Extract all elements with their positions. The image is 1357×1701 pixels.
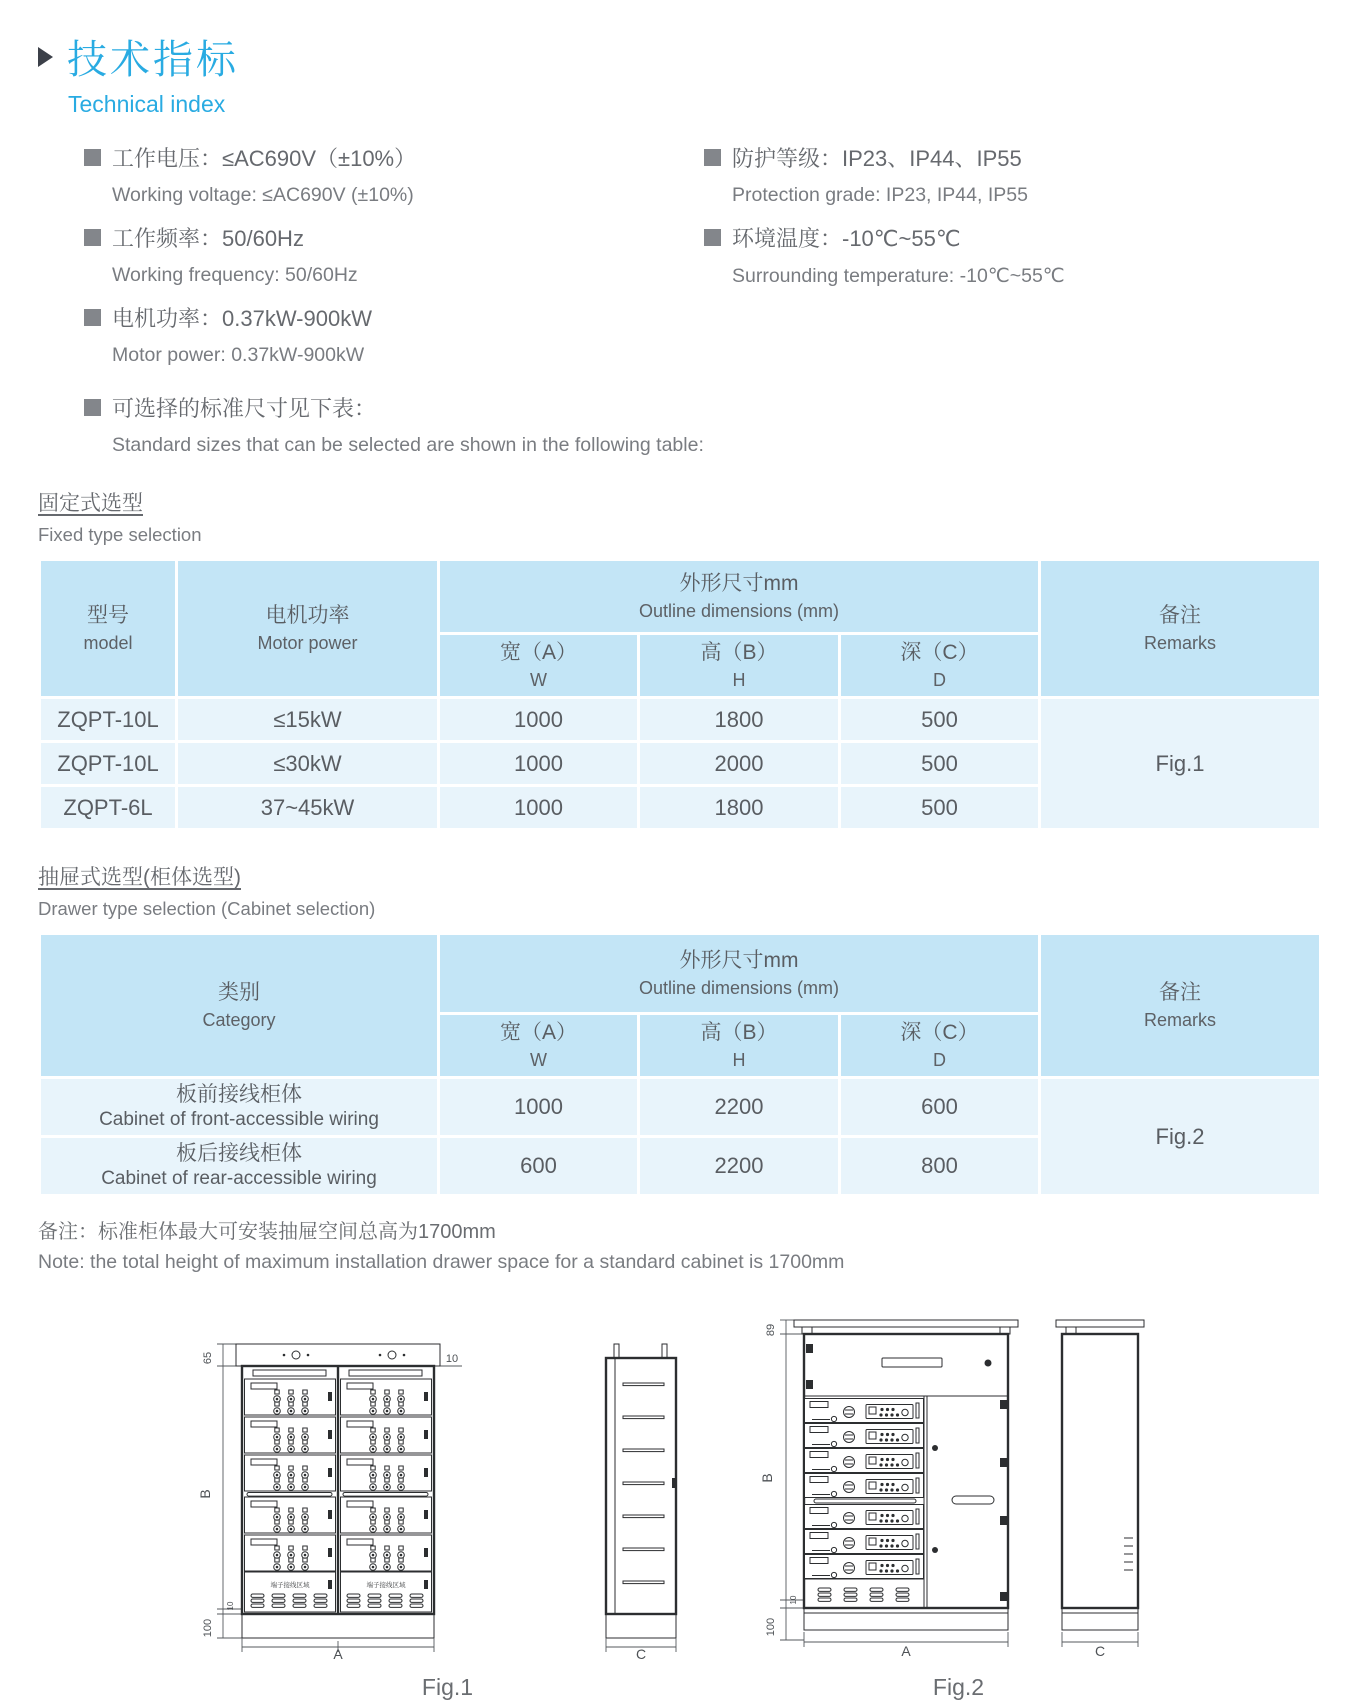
cell-height: 1800 [639, 786, 840, 830]
figure-2-caption: Fig.2 [932, 1674, 985, 1700]
square-bullet-icon [84, 149, 101, 166]
fig1-dim-height: B [196, 1489, 213, 1499]
cell-model: ZQPT-10L [40, 698, 177, 742]
cell-power: 37~45kW [177, 786, 439, 830]
fig2-dim-height: B [758, 1473, 775, 1483]
fig2-depth-dimension [1062, 1632, 1138, 1659]
fig1-dim-base: 100 [201, 1618, 214, 1638]
spec-en-text: Protection grade: IP23, IP44, IP55 [732, 184, 1028, 206]
fig1-dim-width: A [332, 1646, 343, 1662]
col-header-category: 类别 Category [40, 934, 439, 1078]
fixed-type-table [38, 558, 1322, 831]
page-title: 技术指标 [67, 38, 239, 82]
col-header-depth: 深（C） D [840, 634, 1040, 698]
cell-depth: 800 [840, 1137, 1040, 1196]
note-zh: 备注：标准柜体最大可安装抽屉空间总高为1700mm [38, 1221, 496, 1243]
spec-en-text: Working frequency: 50/60Hz [112, 264, 358, 286]
cell-depth: 500 [840, 742, 1040, 786]
spec-protection-grade [704, 142, 1319, 207]
square-bullet-icon [84, 399, 101, 416]
spec-en-text: Surrounding temperature: -10℃~55℃ [732, 265, 1065, 287]
section-title-en: Fixed type selection [38, 524, 202, 545]
fig1-dim-rail: 10 [225, 1601, 235, 1611]
fig1-side-view [606, 1344, 676, 1638]
fig2-dim-depth: C [1094, 1643, 1105, 1659]
fig1-depth-dimension [606, 1638, 676, 1662]
fig2-base [804, 1608, 1008, 1630]
table-row [40, 1078, 1321, 1137]
fig2-dimension-lines [759, 1320, 804, 1640]
fig2-dim-rail: 10 [788, 1595, 798, 1605]
cell-depth: 500 [840, 786, 1040, 830]
fig1-side-view-drawing [590, 1326, 700, 1662]
square-bullet-icon [84, 229, 101, 246]
fig1-dim-depth: C [635, 1646, 646, 1662]
cell-height: 2200 [639, 1078, 840, 1137]
note-en: Note: the total height of maximum installation drawer space for a standard cabinet is 1700mm [38, 1251, 845, 1273]
cell-power: ≤15kW [177, 698, 439, 742]
spec-surrounding-temperature [704, 222, 1319, 288]
cell-height: 1800 [639, 698, 840, 742]
cell-category: 板后接线柜体 Cabinet of rear-accessible wiring [40, 1137, 439, 1196]
page-header [38, 28, 1319, 118]
cell-depth: 600 [840, 1078, 1040, 1137]
cell-power: ≤30kW [177, 742, 439, 786]
spec-en-text: Standard sizes that can be selected are shown in the following table: [112, 434, 704, 456]
spec-column-left [84, 142, 704, 382]
spec-list [84, 142, 1319, 382]
cell-model: ZQPT-6L [40, 786, 177, 830]
col-header-outline-dimensions: 外形尺寸mm Outline dimensions (mm) [439, 560, 1040, 634]
fig2-cabinet-body [804, 1334, 1008, 1608]
fig2-dim-width: A [900, 1643, 911, 1659]
cell-remarks: Fig.1 [1040, 698, 1321, 830]
fig2-side-view-drawing [1050, 1300, 1162, 1662]
square-bullet-icon [704, 149, 721, 166]
cell-height: 2000 [639, 742, 840, 786]
section-title-en: Drawer type selection (Cabinet selection) [38, 898, 376, 919]
spec-working-voltage [84, 142, 704, 207]
fig1-dim-cap: 65 [201, 1351, 214, 1365]
fig1-dim-top-offset: 10 [445, 1353, 458, 1365]
spec-zh-text: 工作频率：50/60Hz [112, 226, 304, 251]
spec-motor-power [84, 302, 704, 367]
spec-zh-text: 工作电压：≤AC690V（±10%） [112, 146, 417, 171]
triangle-marker-icon [38, 47, 53, 67]
col-header-remarks: 备注 Remarks [1040, 934, 1321, 1078]
col-header-remarks: 备注 Remarks [1040, 560, 1321, 698]
spec-working-frequency [84, 222, 704, 287]
cell-width: 1000 [439, 698, 639, 742]
cell-width: 1000 [439, 1078, 639, 1137]
fig2-side-view [1056, 1320, 1144, 1630]
spec-zh-text: 电机功率：0.37kW-900kW [112, 306, 372, 331]
spec-column-right [704, 142, 1319, 382]
cell-width: 600 [439, 1137, 639, 1196]
spec-en-text: Motor power: 0.37kW-900kW [112, 344, 365, 366]
section-title-zh: 抽屉式选型(柜体选型) [38, 866, 241, 889]
cell-height: 2200 [639, 1137, 840, 1196]
cell-width: 1000 [439, 742, 639, 786]
col-header-motor-power: 电机功率 Motor power [177, 560, 439, 698]
cell-category: 板前接线柜体 Cabinet of front-accessible wiring [40, 1078, 439, 1137]
drawer-selection-section-label [38, 861, 1319, 920]
fig2-width-dimension [804, 1632, 1008, 1659]
drawer-type-table [38, 932, 1322, 1197]
fixed-selection-section-label [38, 487, 1319, 546]
fig1-width-dimension [242, 1638, 434, 1662]
figures-area [38, 1300, 1319, 1701]
square-bullet-icon [704, 229, 721, 246]
figure-1-caption: Fig.1 [421, 1674, 474, 1700]
cell-remarks: Fig.2 [1040, 1078, 1321, 1196]
square-bullet-icon [84, 309, 101, 326]
col-header-width: 宽（A） W [439, 634, 639, 698]
fig2-dim-base: 100 [764, 1617, 777, 1637]
col-header-height: 高（B） H [639, 634, 840, 698]
fig1-base [242, 1614, 434, 1638]
col-header-outline-dimensions: 外形尺寸mm Outline dimensions (mm) [439, 934, 1040, 1014]
figure-2 [756, 1300, 1162, 1701]
spec-zh-text: 环境温度：-10℃~55℃ [732, 226, 961, 251]
col-header-width: 宽（A） W [439, 1014, 639, 1078]
col-header-depth: 深（C） D [840, 1014, 1040, 1078]
cell-model: ZQPT-10L [40, 742, 177, 786]
figure-1 [196, 1326, 700, 1701]
spec-zh-text: 防护等级：IP23、IP44、IP55 [732, 146, 1022, 171]
fig1-cabinet-body [242, 1366, 434, 1614]
fig1-top-cap [236, 1344, 440, 1366]
fig2-top-plate [794, 1320, 1018, 1334]
spec-en-text: Working voltage: ≤AC690V (±10%) [112, 184, 414, 206]
col-header-height: 高（B） H [639, 1014, 840, 1078]
fig2-dim-top-offset: 89 [764, 1323, 777, 1337]
col-header-model: 型号 model [40, 560, 177, 698]
spec-table-intro [84, 392, 1319, 457]
fig2-front-view-drawing [756, 1300, 1024, 1662]
page-subtitle: Technical index [68, 91, 226, 117]
cell-width: 1000 [439, 786, 639, 830]
fig1-front-view-drawing: 端子接线区域 65 B 10 100 10 A [196, 1326, 564, 1662]
table-row [40, 698, 1321, 742]
cell-depth: 500 [840, 698, 1040, 742]
spec-zh-text: 可选择的标准尺寸见下表： [112, 396, 377, 421]
table-note [38, 1215, 1319, 1274]
section-title-zh: 固定式选型 [38, 492, 143, 515]
